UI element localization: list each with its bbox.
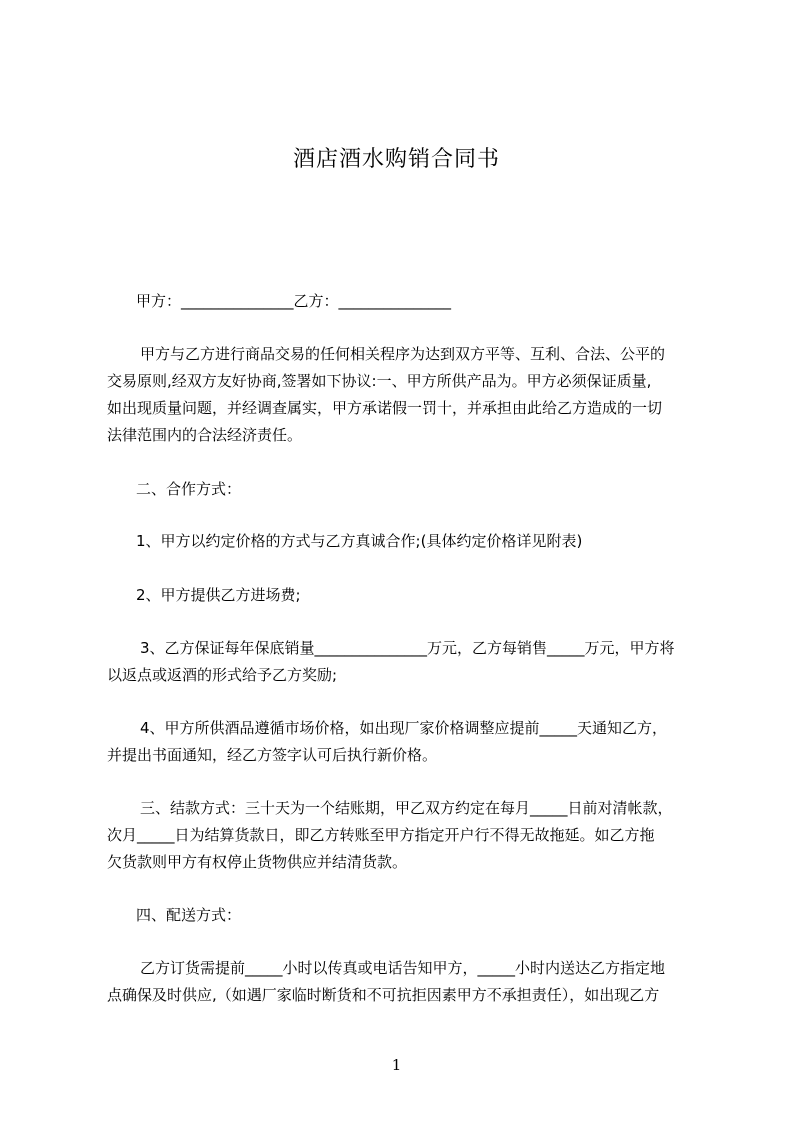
clause-3-line-2: 以返点或返酒的形式给予乙方奖励; xyxy=(107,666,338,684)
clause-3-line-1: 3、乙方保证每年保底销量_______________万元，乙方每销售_____万元，甲方将 xyxy=(140,639,675,657)
document-title: 酒店酒水购销合同书 xyxy=(292,147,500,172)
delivery-line-2: 点确保及时供应,（如遇厂家临时断货和不可抗拒因素甲方不承担责任），如出现乙方 xyxy=(107,986,660,1004)
intro-line-1: 甲方与乙方进行商品交易的任何相关程序为达到双方平等、互利、合法、公平的 xyxy=(140,345,666,363)
intro-line-4: 法律范围内的合法经济责任。 xyxy=(107,426,303,444)
intro-line-2: 交易原则,经双方友好协商,签署如下协议:一、甲方所供产品为。甲方必须保证质量, xyxy=(107,372,652,390)
section-heading-cooperation: 二、合作方式： xyxy=(136,480,242,498)
clause-1: 1、甲方以约定价格的方式与乙方真诚合作;(具体约定价格详见附表) xyxy=(136,532,583,550)
intro-line-3: 如出现质量问题，并经调查属实，甲方承诺假一罚十，并承担由此给乙方造成的一切 xyxy=(107,399,663,417)
clause-2: 2、甲方提供乙方进场费; xyxy=(136,586,301,604)
page-number: 1 xyxy=(391,1056,402,1074)
section-heading-delivery: 四、配送方式： xyxy=(136,906,242,924)
clause-4-line-2: 并提出书面通知，经乙方签字认可后执行新价格。 xyxy=(107,746,438,764)
payment-line-1: 三、结款方式：三十天为一个结账期，甲乙双方约定在每月_____日前对清帐款， xyxy=(140,799,673,817)
party-line: 甲方：_______________乙方：_______________ xyxy=(136,292,452,310)
payment-line-3: 欠货款则甲方有权停止货物供应并结清货款。 xyxy=(107,853,408,871)
clause-4-line-1: 4、甲方所供酒品遵循市场价格，如出现厂家价格调整应提前_____天通知乙方， xyxy=(140,719,668,737)
payment-line-2: 次月_____日为结算货款日，即乙方转账至甲方指定开户行不得无故拖延。如乙方拖 xyxy=(107,826,655,844)
delivery-line-1: 乙方订货需提前_____小时以传真或电话告知甲方，_____小时内送达乙方指定地 xyxy=(140,959,666,977)
